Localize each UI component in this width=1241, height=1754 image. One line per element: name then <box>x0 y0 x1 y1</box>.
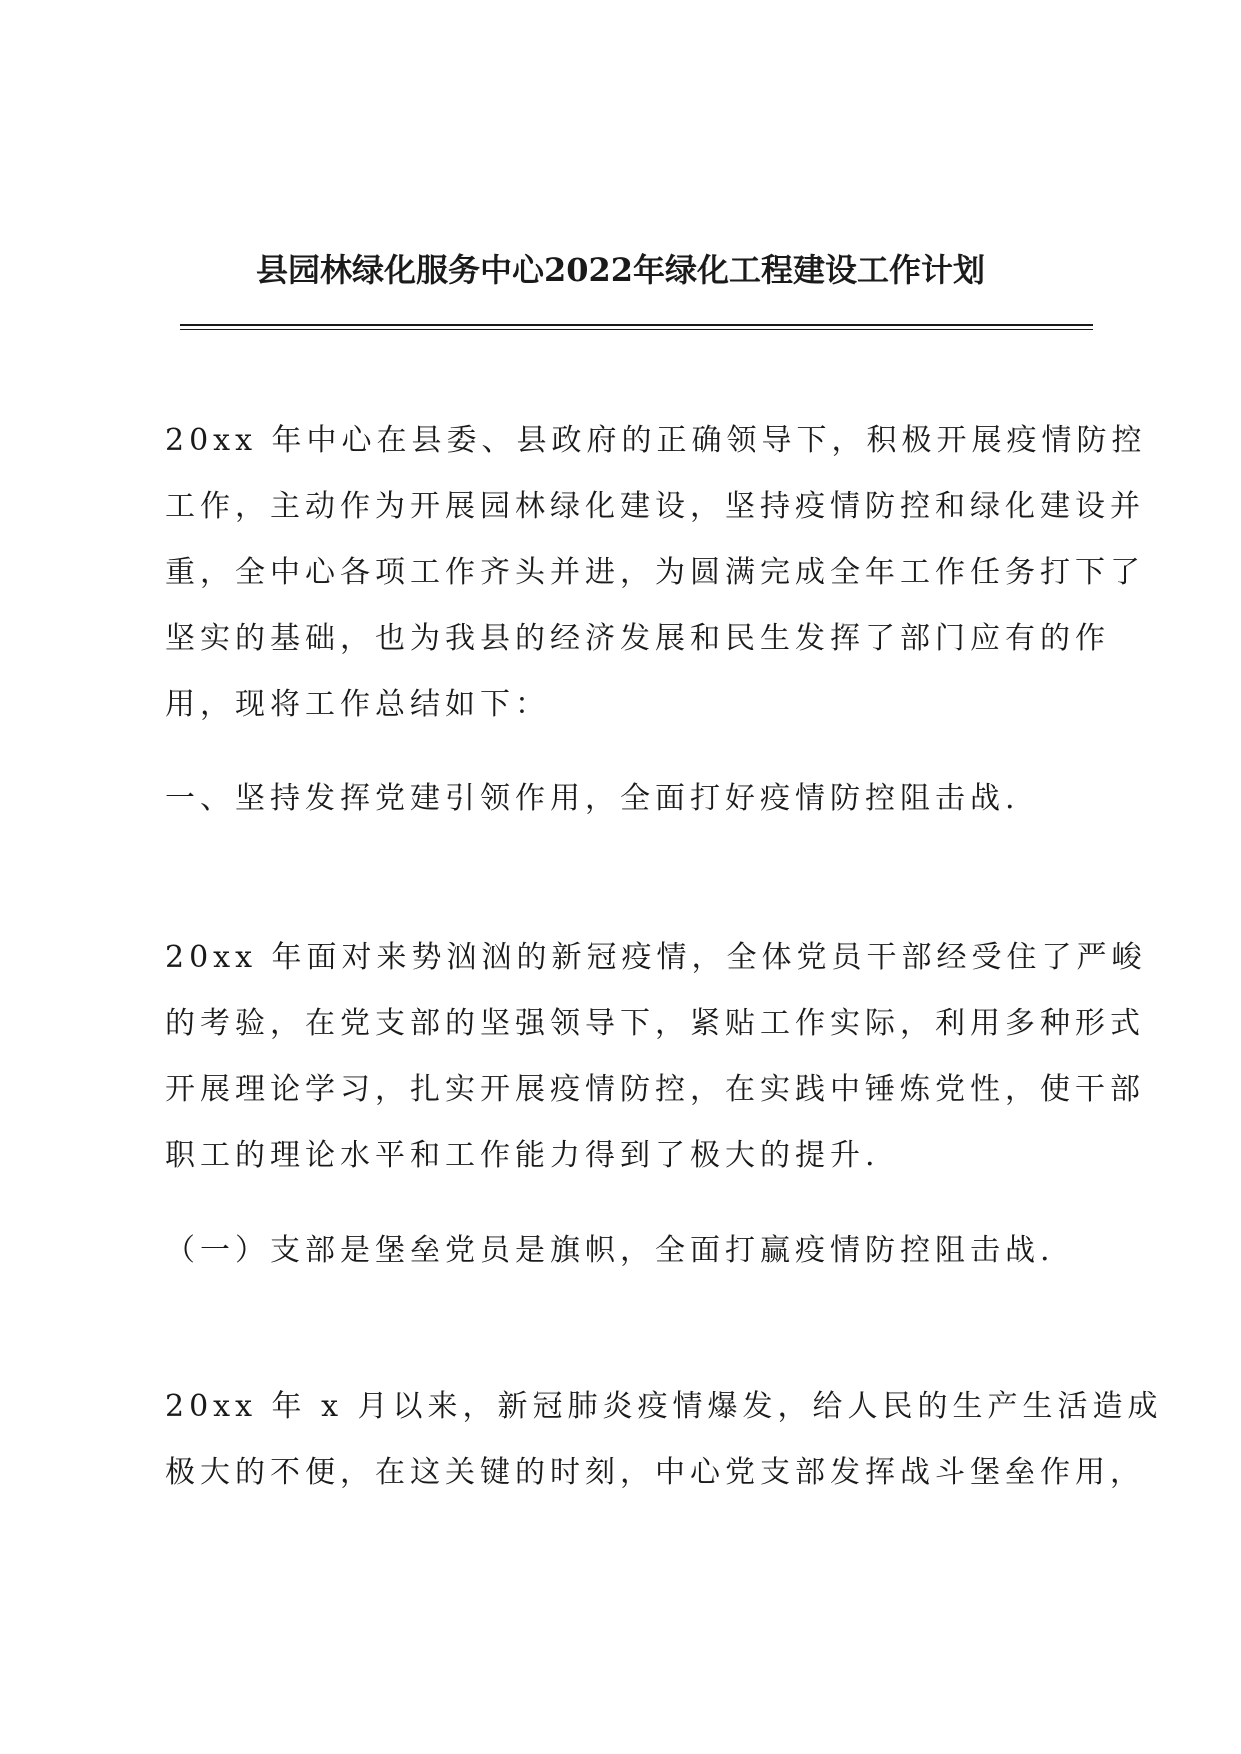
subsection-heading-1 <box>165 1218 1100 1284</box>
paragraph-line: 坚实的基础，也为我县的经济发展和民生发挥了部门应有的作 <box>165 621 1110 656</box>
paragraph-line: 极大的不便，在这关键的时刻，中心党支部发挥战斗堡垒作用， <box>165 1455 1145 1490</box>
paragraph-intro <box>165 408 1147 738</box>
paragraph-line: 用，现将工作总结如下： <box>165 687 550 722</box>
paragraph-line: 20xx 年面对来势汹汹的新冠疫情，全体党员干部经受住了严峻 <box>165 940 1147 975</box>
paragraph-line: 职工的理论水平和工作能力得到了极大的提升. <box>165 1138 880 1173</box>
title-divider-thin <box>180 329 1093 330</box>
document-title: 县园林绿化服务中心2022年绿化工程建设工作计划 <box>255 251 986 289</box>
paragraph-line: 20xx 年中心在县委、县政府的正确领导下，积极开展疫情防控 <box>165 423 1147 458</box>
paragraph-subsection-1 <box>165 1374 1163 1506</box>
paragraph-line: 工作，主动作为开展园林绿化建设，坚持疫情防控和绿化建设并 <box>165 489 1145 524</box>
section-heading-text: 一、坚持发挥党建引领作用，全面打好疫情防控阻击战. <box>165 781 1020 816</box>
paragraph-line: 开展理论学习，扎实开展疫情防控，在实践中锤炼党性，使干部 <box>165 1072 1145 1107</box>
paragraph-line: 重，全中心各项工作齐头并进，为圆满完成全年工作任务打下了 <box>165 555 1145 590</box>
section-heading-1 <box>165 766 1100 832</box>
paragraph-line: 的考验，在党支部的坚强领导下，紧贴工作实际，利用多种形式 <box>165 1006 1145 1041</box>
title-divider-thick <box>180 324 1093 326</box>
paragraph-section-1 <box>165 925 1147 1189</box>
paragraph-line: 20xx 年 x 月以来，新冠肺炎疫情爆发，给人民的生产生活造成 <box>165 1389 1163 1424</box>
subsection-heading-text: （一）支部是堡垒党员是旗帜，全面打赢疫情防控阻击战. <box>165 1233 1055 1268</box>
